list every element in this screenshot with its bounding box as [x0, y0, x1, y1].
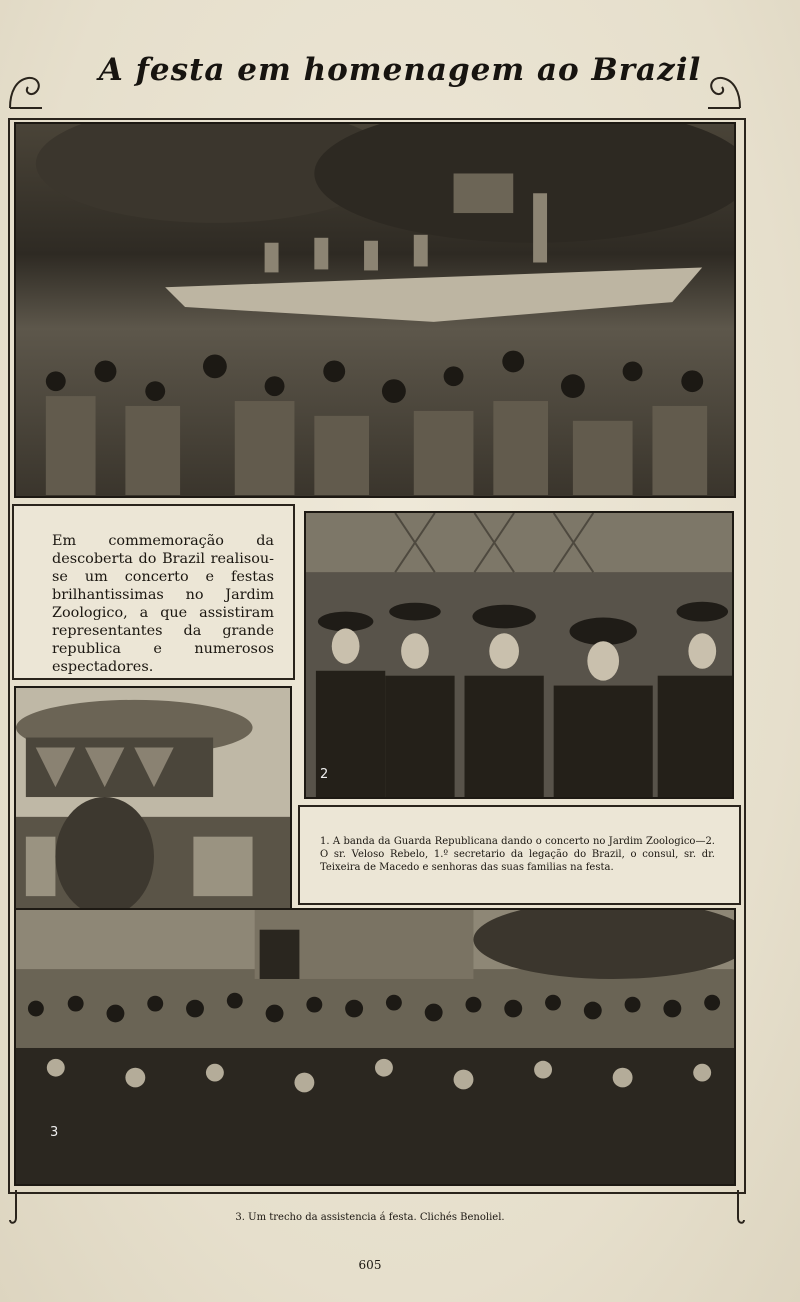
caption-photo-3: 3. Um trecho da assistencia á festa. Clichés Benoliel.	[235, 1212, 505, 1223]
intro-text: Em commemoração da descoberta do Brazil realisou-se um concerto e festas brilhantissimas no Jardim Zoologico, a que assistiram representantes da grande republica e numerosos espectadores.	[52, 533, 274, 675]
photo-crowd	[14, 908, 736, 1186]
photo-concert	[14, 122, 736, 498]
page-title: A festa em homenagem ao Brazil	[98, 52, 702, 88]
photo-officials	[304, 511, 734, 799]
bottom-left-ornament-icon	[6, 1190, 26, 1226]
page-number: 605	[358, 1258, 382, 1272]
caption-photos-1-2: 1. A banda da Guarda Republicana dando o concerto no Jardim Zoologico—2. O sr. Veloso Rebelo, 1.º secretario da legação do Brazil, o consul, sr. dr. Teixeira de Macedo e senhoras das suas familias na festa.	[320, 836, 715, 873]
bottom-right-ornament-icon	[728, 1190, 748, 1226]
photo-pavilion	[14, 686, 292, 912]
photo2-number: 2	[320, 767, 329, 782]
photo3-number: 3	[50, 1125, 59, 1140]
